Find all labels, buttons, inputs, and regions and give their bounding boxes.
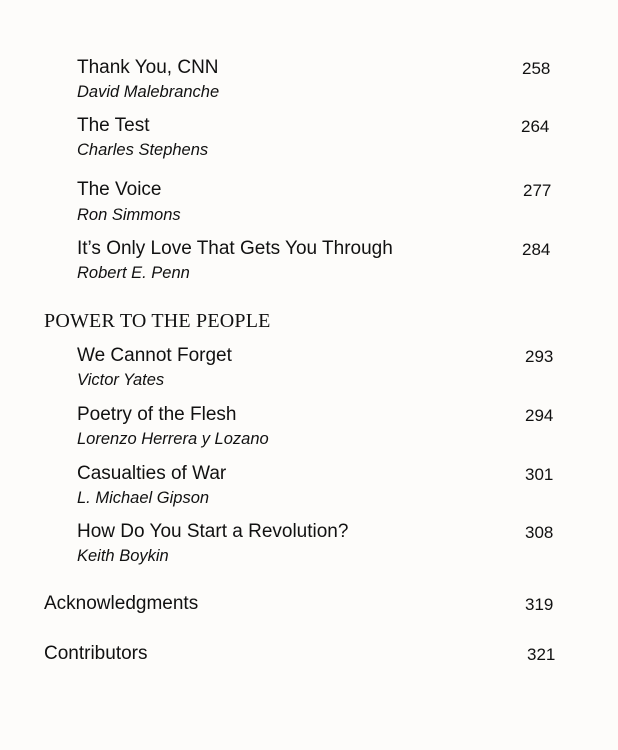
toc-entry-author: L. Michael Gipson <box>77 489 210 507</box>
toc-entry-title: How Do You Start a Revolution? <box>77 521 349 542</box>
toc-entry-author: Robert E. Penn <box>77 264 190 282</box>
section-heading: POWER TO THE PEOPLE <box>44 310 271 332</box>
toc-entry-title: Casualties of War <box>77 463 227 484</box>
toc-entry-title: It’s Only Love That Gets You Through <box>77 238 393 259</box>
toc-entry-title: The Test <box>77 115 150 136</box>
toc-entry-title: Poetry of the Flesh <box>77 404 237 425</box>
toc-entry-page: 284 <box>522 240 551 259</box>
toc-entry-contributors: Contributors <box>44 643 148 664</box>
toc-entry-page: 301 <box>525 465 554 484</box>
toc-entry-title: Thank You, CNN <box>77 57 219 78</box>
toc-entry-page: 277 <box>523 181 552 200</box>
toc-entry-page: 308 <box>525 523 554 542</box>
toc-entry-page: 319 <box>525 595 554 614</box>
toc-entry-page: 294 <box>525 406 554 425</box>
toc-entry-author: Victor Yates <box>77 371 165 389</box>
toc-entry-author: David Malebranche <box>77 83 220 101</box>
toc-entry-title: We Cannot Forget <box>77 345 232 366</box>
toc-entry-page: 258 <box>522 59 551 78</box>
toc-entry-author: Ron Simmons <box>77 206 181 224</box>
toc-entry-page: 293 <box>525 347 554 366</box>
toc-entry-author: Charles Stephens <box>77 141 209 159</box>
toc-entry-author: Lorenzo Herrera y Lozano <box>77 430 269 448</box>
toc-entry-title: The Voice <box>77 179 162 200</box>
toc-entry-page: 264 <box>521 117 550 136</box>
toc-entry-author: Keith Boykin <box>77 547 169 565</box>
toc-entry-acknowledgments: Acknowledgments <box>44 593 199 614</box>
toc-entry-page: 321 <box>527 645 556 664</box>
